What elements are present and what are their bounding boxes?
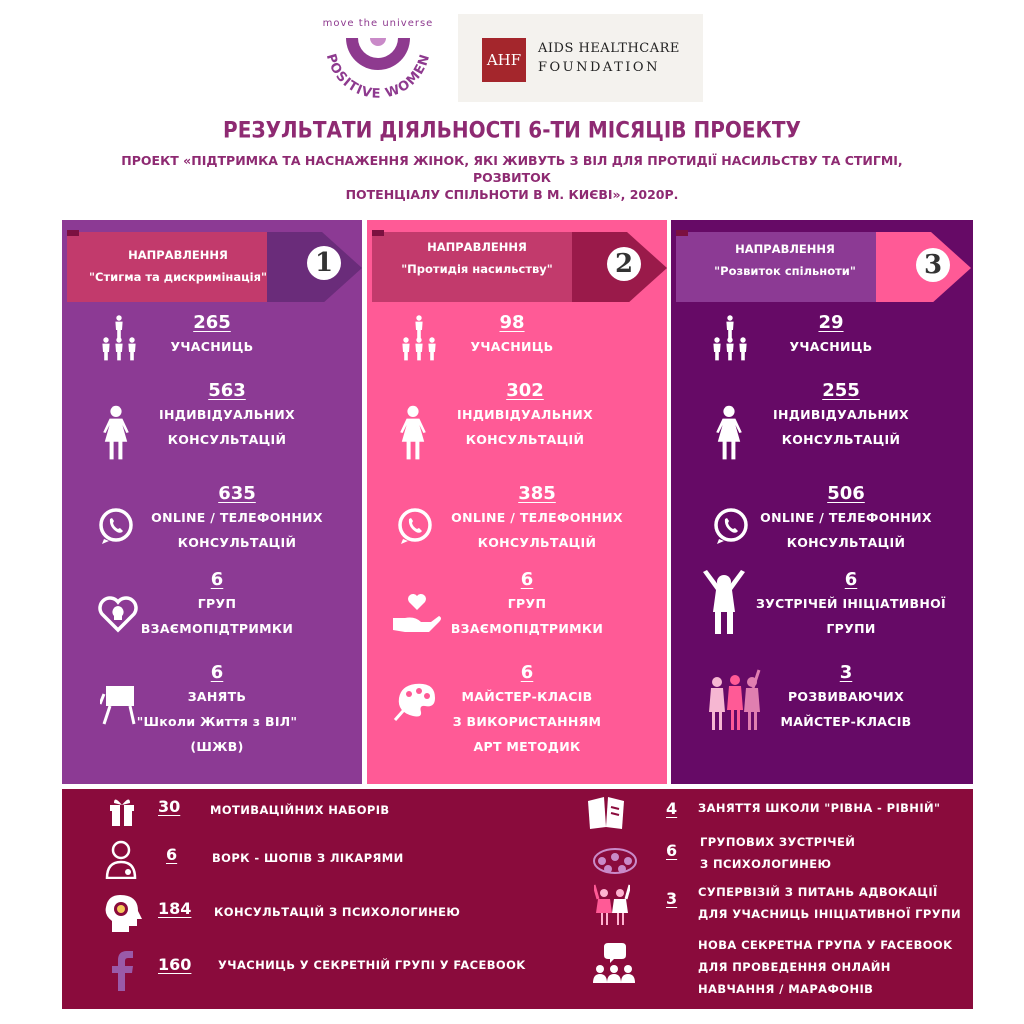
page-subtitle: [100, 152, 924, 203]
direction-number: 1: [307, 246, 341, 280]
ahf-line1: AIDS HEALTHCARE: [538, 41, 680, 56]
summary-label: УЧАСНИЦЬ У СЕКРЕТНІЙ ГРУПІ У FACEBOOK: [218, 958, 526, 972]
summary-value: 6: [666, 841, 678, 860]
stat-label: ГРУП: [197, 596, 237, 611]
bottom-summary-panel: [62, 789, 973, 1009]
direction-label: НАПРАВЛЕННЯ: [128, 248, 228, 262]
stat-label: УЧАСНИЦЬ: [470, 339, 554, 354]
book-icon: [584, 795, 628, 831]
stat-label: РОЗВИВАЮЧИХ: [787, 689, 905, 704]
stat-label: КОНСУЛЬТАЦІЙ: [465, 432, 585, 447]
group-icon: [400, 315, 438, 363]
stat-value: 265: [193, 312, 231, 333]
summary-value: 184: [158, 899, 192, 918]
direction-name: "Протидія насильству": [401, 262, 553, 276]
stat-label: ЗУСТРІЧЕЙ ІНІЦІАТИВНОЇ: [755, 596, 947, 611]
stat-value: 6: [210, 569, 224, 590]
meeting-icon: [592, 843, 638, 877]
direction-name: "Стигма та дискримінація": [89, 270, 267, 284]
summary-label: [700, 831, 855, 875]
stat-value: 563: [208, 380, 246, 401]
stat-online-consultations: [122, 483, 352, 555]
stat-value: 6: [520, 662, 534, 683]
gift-icon: [108, 795, 136, 827]
stat-participants: [452, 312, 572, 359]
direction-title: [367, 236, 587, 280]
summary-label-line: НОВА СЕКРЕТНА ГРУПА У FACEBOOK: [698, 938, 953, 952]
summary-label: МОТИВАЦІЙНИХ НАБОРІВ: [210, 803, 390, 817]
palette-icon: [393, 678, 439, 722]
stat-value: 6: [520, 569, 534, 590]
stat-participants: [771, 312, 891, 359]
subtitle-line2: ПОТЕНЦІАЛУ СПІЛЬНОТИ В М. КИЄВІ», 2020Р.: [345, 187, 679, 202]
stat-label: МАЙСТЕР-КЛАСІВ: [461, 689, 593, 704]
facebook-icon: [110, 949, 134, 991]
direction-number: 3: [916, 248, 950, 282]
stat-label: ONLINE / ТЕЛЕФОННИХ: [760, 510, 932, 525]
hand-heart-icon: [391, 592, 443, 636]
column-violence: [367, 220, 667, 784]
summary-label-line: ДЛЯ ПРОВЕДЕННЯ ОНЛАЙН: [698, 960, 891, 974]
stat-dev-masterclasses: [756, 662, 936, 734]
stat-label: КОНСУЛЬТАЦІЙ: [177, 535, 297, 550]
summary-label: КОНСУЛЬТАЦІЙ З ПСИХОЛОГИНЕЮ: [214, 905, 461, 919]
stat-label: ІНДИВІДУАЛЬНИХ: [457, 407, 593, 422]
stat-label: МАЙСТЕР-КЛАСІВ: [780, 714, 912, 729]
stat-support-groups: [132, 569, 302, 641]
direction-label: НАПРАВЛЕННЯ: [735, 242, 835, 256]
stat-initiative-meetings: [751, 569, 951, 641]
summary-label-line: СУПЕРВІЗІЙ З ПИТАНЬ АДВОКАЦІЇ: [698, 885, 938, 899]
stat-label: КОНСУЛЬТАЦІЙ: [477, 535, 597, 550]
woman-icon: [397, 398, 429, 468]
summary-label: [698, 934, 952, 1000]
presentation-board-icon: [100, 682, 136, 726]
stat-value: 385: [518, 483, 556, 504]
summary-label: ЗАНЯТТЯ ШКОЛИ "РІВНА - РІВНІЙ": [698, 801, 941, 815]
women-group-icon: [707, 668, 763, 732]
stat-label: ВЗАЄМОПІДТРИМКИ: [140, 621, 294, 636]
stat-label: ЗАНЯТЬ: [187, 689, 247, 704]
stat-value: 29: [818, 312, 844, 333]
ahf-line2: FOUNDATION: [538, 60, 660, 75]
stat-label: ONLINE / ТЕЛЕФОННИХ: [451, 510, 623, 525]
stat-label: ГРУП: [507, 596, 547, 611]
summary-label-line: НАВЧАННЯ / МАРАФОНІВ: [698, 982, 874, 996]
group-icon: [100, 315, 138, 363]
stat-value: 635: [218, 483, 256, 504]
stat-art-masterclasses: [442, 662, 612, 759]
stat-value: 506: [827, 483, 865, 504]
summary-value: 160: [158, 955, 192, 974]
summary-value: 4: [666, 799, 678, 818]
stat-label: КОНСУЛЬТАЦІЙ: [786, 535, 906, 550]
stat-label: ONLINE / ТЕЛЕФОННИХ: [151, 510, 323, 525]
stat-value: 255: [822, 380, 860, 401]
stat-label: З ВИКОРИСТАННЯМ: [452, 714, 602, 729]
chat-group-icon: [592, 941, 636, 985]
stat-value: 6: [844, 569, 858, 590]
logo-tagline: move the universe: [322, 18, 434, 29]
stat-value: 98: [499, 312, 525, 333]
doctor-icon: [104, 839, 138, 879]
direction-number: 2: [607, 247, 641, 281]
stat-label: (ШЖВ): [190, 739, 244, 754]
summary-value: 3: [666, 889, 678, 908]
direction-title: [68, 244, 288, 288]
stat-value: 302: [506, 380, 544, 401]
woman-icon: [100, 398, 132, 468]
stat-online-consultations: [422, 483, 652, 555]
direction-name: "Розвиток спільноти": [714, 264, 856, 278]
stat-label: УЧАСНИЦЬ: [789, 339, 873, 354]
head-icon: [102, 893, 142, 933]
stat-participants: [152, 312, 272, 359]
stat-individual-consultations: [746, 380, 936, 452]
ahf-mark: AHF: [482, 38, 526, 82]
summary-value: 30: [158, 797, 181, 816]
stat-label: ІНДИВІДУАЛЬНИХ: [159, 407, 295, 422]
stat-individual-consultations: [430, 380, 620, 452]
ahf-logo: [458, 14, 703, 102]
logo-mark: [318, 18, 438, 118]
summary-label-line: ГРУПОВИХ ЗУСТРІЧЕЙ: [700, 835, 856, 849]
two-women-icon: [594, 883, 630, 927]
stat-label: "Школи Життя з ВІЛ": [136, 714, 298, 729]
cheering-woman-icon: [699, 568, 749, 638]
direction-label: НАПРАВЛЕННЯ: [427, 240, 527, 254]
stat-label: УЧАСНИЦЬ: [170, 339, 254, 354]
stat-label: ІНДИВІДУАЛЬНИХ: [773, 407, 909, 422]
summary-label: [698, 881, 961, 925]
stat-life-school: [132, 662, 302, 759]
stat-label: КОНСУЛЬТАЦІЙ: [167, 432, 287, 447]
stat-individual-consultations: [132, 380, 322, 452]
stat-label: ВЗАЄМОПІДТРИМКИ: [450, 621, 604, 636]
stat-support-groups: [442, 569, 612, 641]
page-title: РЕЗУЛЬТАТИ ДІЯЛЬНОСТІ 6-ТИ МІСЯЦІВ ПРОЕКТУ: [223, 116, 801, 144]
column-community: [671, 220, 973, 784]
summary-label: ВОРК - ШОПІВ З ЛІКАРЯМИ: [212, 851, 404, 865]
stat-label: ГРУПИ: [826, 621, 876, 636]
summary-value: 6: [166, 845, 178, 864]
column-stigma: [62, 220, 362, 784]
subtitle-line1: ПРОЕКТ «ПІДТРИМКА ТА НАСНАЖЕННЯ ЖІНОК, ЯКІ ЖИВУТЬ З ВІЛ ДЛЯ ПРОТИДІЇ НАСИЛЬСТВУ ТА СТИГМІ, РОЗВИТОК: [121, 153, 903, 185]
woman-icon: [713, 398, 745, 468]
direction-title: [675, 238, 895, 282]
group-icon: [711, 315, 749, 363]
stat-online-consultations: [731, 483, 961, 555]
stat-label: АРТ МЕТОДИК: [473, 739, 581, 754]
summary-label-line: З ПСИХОЛОГИНЕЮ: [700, 857, 832, 871]
logo-name: POSITIVE WOMEN: [322, 52, 434, 102]
stat-value: 6: [210, 662, 224, 683]
summary-label-line: ДЛЯ УЧАСНИЦЬ ІНІЦІАТИВНОЇ ГРУПИ: [698, 907, 962, 921]
stat-value: 3: [839, 662, 853, 683]
positive-women-logo: [318, 18, 438, 118]
stat-label: КОНСУЛЬТАЦІЙ: [781, 432, 901, 447]
